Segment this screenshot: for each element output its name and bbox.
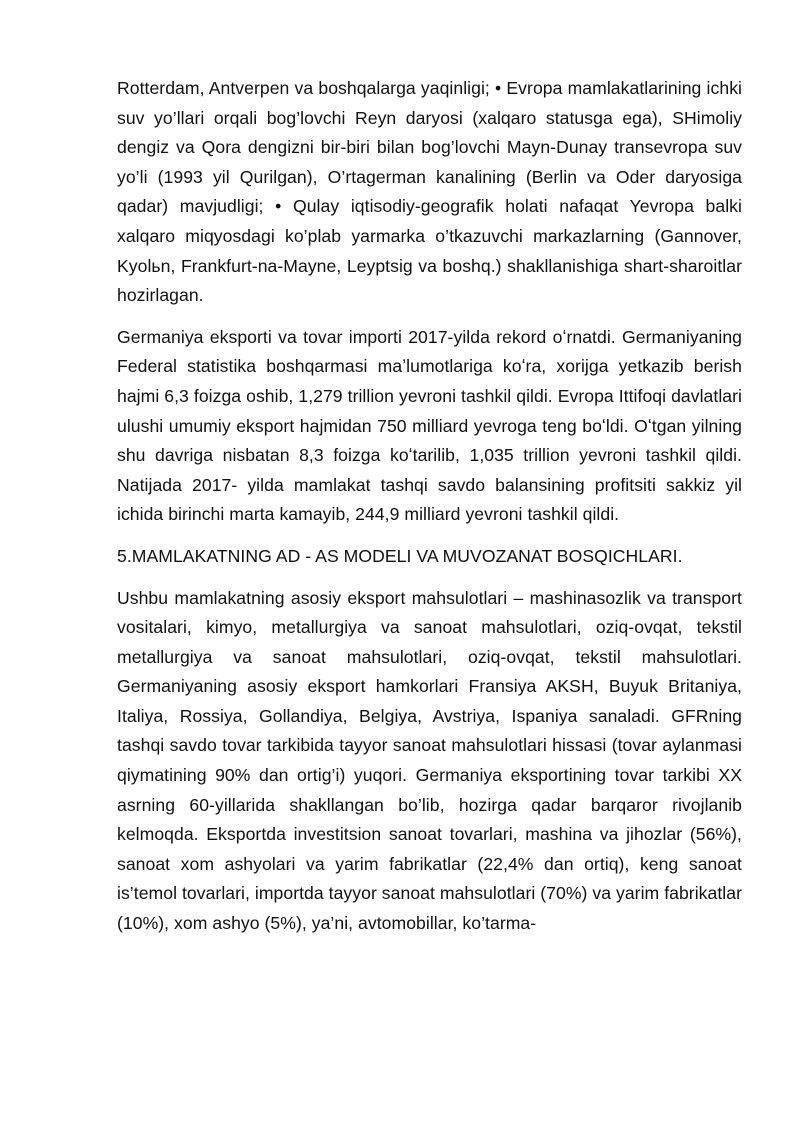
paragraph-export-products: Ushbu mamlakatning asosiy eksport mahsulotlari – mashinasozlik va transport vositalari, kimyo, metallurgiya va sanoat mahsulotlari, oziq-ovqat, tekstil metallurgiya va sanoat mahsulotlari, oziq-ovqat, tekstil mahsulotlari. Germaniyaning asosiy eksport hamkorlari Fransiya AKSH, Buyuk Britaniya, Italiya, Rossiya, Gollandiya, Belgiya, Avstriya, Ispaniya sanaladi. GFRning tashqi savdo tovar tarkibida tayyor sanoat mahsulotlari hissasi (tovar aylanmasi qiymatining 90% dan ortig’i) yuqori. Germaniya eksportining tovar tarkibi XX asrning 60-yillarida shakllangan bo’lib, hozirga qadar barqaror rivojlanib kelmoqda. Eksportda investitsion sanoat tovarlari, mashina va jihozlar (56%), sanoat xom ashyolari va yarim fabrikatlar (22,4% dan ortiq), keng sanoat is’temol tovarlari, importda tayyor sanoat mahsulotlari (70%) va yarim fabrikatlar (10%), xom ashyo (5%), ya’ni, avtomobillar, ko’tarma-: [117, 587, 742, 934]
paragraph-ports-and-waterways: Rotterdam, Antverpen va boshqalarga yaqinligi; • Evropa mamlakatlarining ichki suv yo’llari orqali bog’lovchi Reyn daryosi (xalqaro statusga ega), SHimoliy dengiz va Qora dengizni bir-biri bilan bog’lovchi Mayn-Dunay transevropa suv yo’li (1993 yil Qurilgan), O’rtagerman kanalining (Berlin va Oder daryosiga qadar) mavjudligi; • Qulay iqtisodiy-geografik holati nafaqat Yevropa balki xalqaro miqyosdagi ko’plab yarmarka o’tkazuvchi markazlarning (Gannover, Kyolьn, Frankfurt-na-Mayne, Leyptsig va boshq.) shakllanishiga shart-sharoitlar hozirlagan.: [117, 78, 742, 306]
paragraph-export-import-2017: Germaniya eksporti va tovar importi 2017-yilda rekord oʻrnatdi. Germaniyaning Federal statistika boshqarmasi maʼlumotlariga koʻra, xorijga yetkazib berish hajmi 6,3 foizga oshib, 1,279 trillion yevroni tashkil qildi. Evropa Ittifoqi davlatlari ulushi umumiy eksport hajmidan 750 milliard yevroga teng boʻldi. Oʻtgan yilning shu davriga nisbatan 8,3 foizga koʻtarilib, 1,035 trillion yevroni tashkil qildi. Natijada 2017- yilda mamlakat tashqi savdo balansining profitsiti sakkiz yil ichida birinchi marta kamayib, 244,9 milliard yevroni tashkil qildi.: [117, 326, 742, 525]
section-heading: 5.MAMLAKATNING AD - AS MODELI VA MUVOZANAT BOSQICHLARI.: [117, 545, 683, 566]
